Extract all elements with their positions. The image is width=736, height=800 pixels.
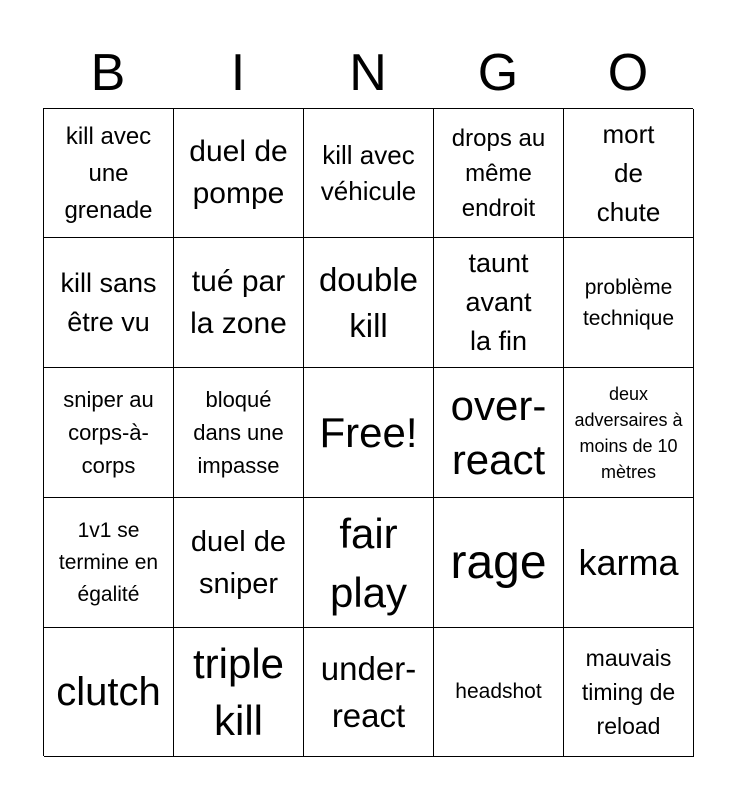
bingo-cell-r1-c3[interactable] — [304, 109, 434, 238]
bingo-cell-r4-c4[interactable] — [434, 498, 564, 628]
cell-text: headshot — [455, 680, 542, 703]
cell-text: mort de chute — [596, 118, 661, 227]
bingo-cell-r3-c2[interactable] — [174, 368, 304, 498]
cell-text: Free! — [319, 408, 418, 456]
cell-text: kill sans être vu — [60, 267, 157, 337]
header-letter-o: O — [607, 44, 649, 102]
bingo-cell-r4-c2[interactable] — [174, 498, 304, 628]
bingo-board — [43, 108, 693, 756]
header-letter-n: N — [349, 44, 387, 102]
bingo-cell-r3-c3[interactable] — [304, 368, 434, 498]
cell-text: drops au même endroit — [451, 124, 546, 222]
cell-text: 1v1 se termine en égalité — [58, 518, 159, 606]
cell-text: deux adversaires à moins de 10 mètres — [574, 383, 683, 482]
cell-text: karma — [578, 541, 679, 583]
cell-text: under-react — [320, 650, 417, 734]
cell-text: double kill — [318, 260, 419, 344]
bingo-header — [43, 38, 693, 108]
cell-text: tué par la zone — [190, 264, 287, 340]
bingo-cell-r2-c1[interactable] — [44, 238, 174, 368]
bingo-cell-r3-c5[interactable] — [564, 368, 694, 498]
cell-text: bloqué dans une impasse — [193, 387, 284, 478]
bingo-cell-r4-c5[interactable] — [564, 498, 694, 628]
cell-text: duel de pompe — [189, 135, 288, 210]
bingo-cell-r3-c4[interactable] — [434, 368, 564, 498]
cell-text: clutch — [56, 670, 161, 714]
cell-text: duel de sniper — [190, 525, 287, 600]
bingo-cell-r2-c3[interactable] — [304, 238, 434, 368]
bingo-cell-r1-c5[interactable] — [564, 109, 694, 238]
header-letter-i: I — [230, 44, 246, 102]
bingo-cell-r1-c4[interactable] — [434, 109, 564, 238]
cell-text: over-react — [450, 381, 547, 483]
cell-text: sniper au corps-à-corps — [63, 387, 154, 478]
cell-text: kill avec une grenade — [64, 122, 153, 224]
bingo-cell-r2-c2[interactable] — [174, 238, 304, 368]
bingo-cell-r5-c1[interactable] — [44, 628, 174, 757]
cell-text: kill avec véhicule — [320, 140, 417, 206]
bingo-cell-r2-c5[interactable] — [564, 238, 694, 368]
bingo-cell-r4-c1[interactable] — [44, 498, 174, 628]
header-letter-g: G — [477, 44, 519, 102]
cell-text: problème technique — [582, 275, 675, 330]
cell-text: triple kill — [192, 640, 285, 744]
cell-text: rage — [450, 535, 547, 589]
bingo-cell-r1-c2[interactable] — [174, 109, 304, 238]
header-letter-b: B — [90, 44, 126, 102]
bingo-cell-r1-c1[interactable] — [44, 109, 174, 238]
bingo-cell-r3-c1[interactable] — [44, 368, 174, 498]
bingo-cell-r5-c5[interactable] — [564, 628, 694, 757]
bingo-cell-r4-c3[interactable] — [304, 498, 434, 628]
bingo-cell-r5-c4[interactable] — [434, 628, 564, 757]
bingo-cell-r5-c2[interactable] — [174, 628, 304, 757]
bingo-cell-r2-c4[interactable] — [434, 238, 564, 368]
cell-text: fair play — [329, 509, 408, 616]
bingo-cell-r5-c3[interactable] — [304, 628, 434, 757]
cell-text: taunt avant la fin — [465, 248, 532, 356]
cell-text: mauvais timing de reload — [581, 645, 676, 739]
